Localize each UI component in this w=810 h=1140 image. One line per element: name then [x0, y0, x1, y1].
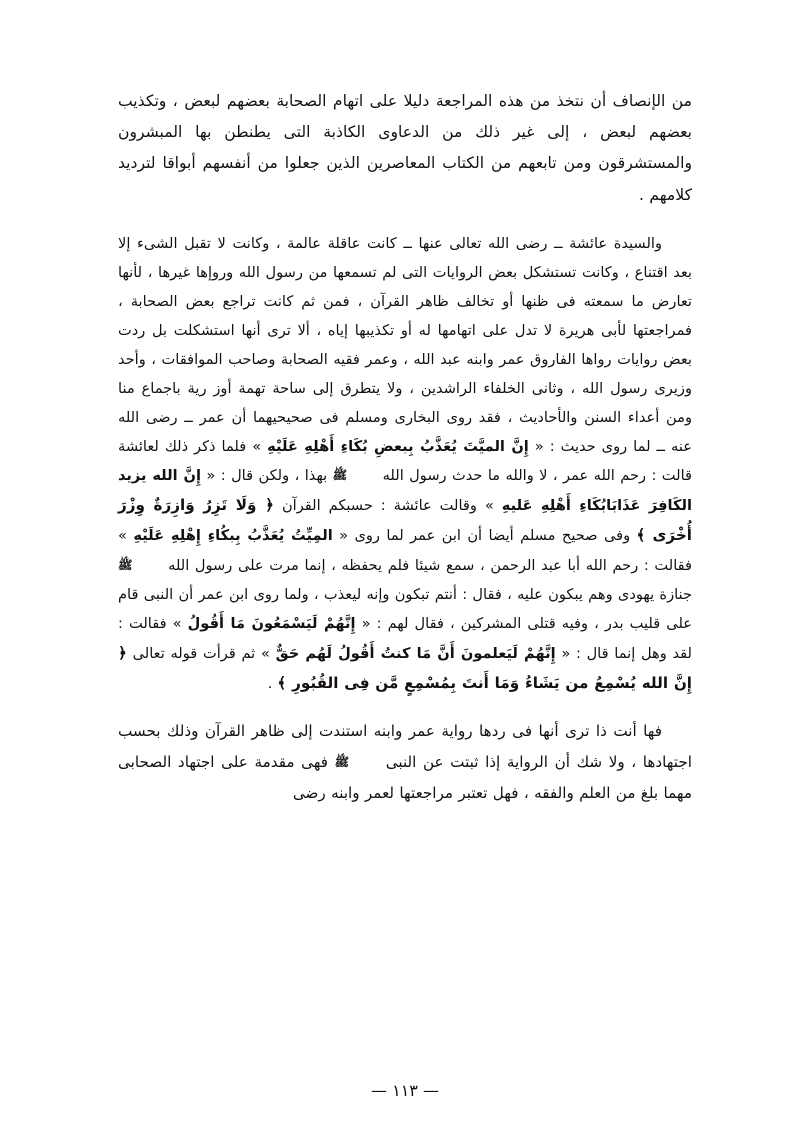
paragraph-3: فها أنت ذا ترى أنها فى ردها رواية عمر وابنه استندت إلى ظاهر القرآن وذلك بحسب اجتهادها ، ولا شك أن الرواية إذا ثبتت عن النبى ﷺ فهى مقدمة على اجتهاد الصحابى مهما بلغ من العلم والفقه ، فهل تعتبر مراجعتها لعمر وابنه رضى — [118, 722, 692, 803]
salla-icon: ﷺ — [118, 557, 133, 572]
page-text-column — [118, 86, 692, 810]
page-number: — ١١٣ — — [371, 1081, 439, 1100]
paragraph-2: والسيدة عائشة ــ رضى الله تعالى عنها ــ كانت عاقلة عالمة ، وكانت لا تقبل الشىء إلا بعد اقتناع ، وكانت تستشكل بعض الروايات التى لم تسمعها من رسول الله وروإها غيرها ، لأنها تعارض ما سمعته فى ظنها أو تخالف ظاهر القرآن ، فمن ثم كانت تراجع بعض الصحابة ، فمراجعتها لأبى هريرة لا تدل على اتهامها له أو تكذيبها إياه ، ألا ترى أنها استشكلت بل ردت بعض روايات رواها الفاروق عمر وابنه عبد الله ، وعمر فقيه الصحابة وصاحب الموافقات ، وأحد وزيرى رسول الله ، وثانى الخلفاء الراشدين ، ولا يتطرق إلى ساحة تهمة أوز رية باجماع منا ومن أعداء السنن والأحاديث ، فقد روى البخارى ومسلم فى صحيحيهما أن عمر ــ رضى الله عنه ــ لما روى حديث : « إِنَّ الميَّتَ يُعَذَّبُ بِبعضِ بُكَاءِ أَهْلِهِ عَلَيْهِ » فلما ذكر ذلك لعائشة قالت : رحم الله عمر ، لا والله ما حدث رسول الله ﷺ بهذا ، ولكن قال : « إِنَّ الله يزيد الكَافِرَ عَذَابَابُكَاءِ أَهْلِهِ عَليهِ » وقالت عائشة : حسبكم القرآن ﴿ وَلَا تَزِرُ وَازِرَةٌ وِزْرَ أُخْرَى ﴾ وفى صحيح مسلم أيضا أن ابن عمر لما روى « المِيِّتُ يُعَذَّبُ بِبكُاءِ إِهْلِهِ عَلَيْهِ » فقالت : رحم الله أبا عبد الرحمن ، سمع شيئا فلم يحفظه ، إنما مرت على رسول الله ﷺ جنازة يهودى وهم يبكون عليه ، فقال : أنتم تبكون وإنه ليعذب ، ولما روى ابن عمر أن النبى قام على قليب بدر ، وفيه قتلى المشركين ، فقال لهم : « إِنَّهُمْ لَيَسْمَعُونَ مَا أَقُولُ » فقالت : لقد وهل إنما قال : « إِنَّهُمْ لَيَعلمونَ أَنَّ مَا كنتُ أَقُولُ لَهُم حَقٌّ » ثم قرأت قوله تعالى ﴿ إِنَّ الله يُسْمِعُ من يَشَاءُ وَمَا أَنتَ بِمُسْمِعٍ مَّن فِى القُبُورِ ﴾ . — [118, 234, 692, 692]
hadith-quote: إِنَّهُمْ لَيَعلمونَ أَنَّ مَا كنتُ أَقُولُ لَهُم حَقٌّ — [275, 644, 556, 662]
hadith-quote: إِنَّ الميَّتَ يُعَذَّبُ بِبعضِ بُكَاءِ أَهْلِهِ عَلَيْهِ — [267, 437, 529, 455]
paragraph-1: من الإنصاف أن نتخذ من هذه المراجعة دليلا على اتهام الصحابة بعضهم لبعض ، وتكذيب بعضهم لبعض ، إلى غير ذلك من الدعاوى الكاذبة التى يطنطن بها المبشرون والمستشرقون ومن تابعهم من الكتاب المعاصرين الذين جعلوا من أنفسهم أبواقا لترديد كلامهم . — [118, 92, 692, 204]
hadith-quote: إِنَّهُمْ لَيَسْمَعُونَ مَا أَقُولُ — [187, 614, 356, 632]
quran-verse: ﴿ إِنَّ الله يُسْمِعُ من يَشَاءُ وَمَا أَنتَ بِمُسْمِعٍ مَّن فِى القُبُورِ ﴾ — [118, 643, 692, 692]
quran-verse: ﴿ وَلَا تَزِرُ وَازِرَةٌ وِزْرَ أُخْرَى ﴾ — [118, 496, 692, 545]
hadith-quote: المِيِّتُ يُعَذَّبُ بِبكُاءِ إِهْلِهِ عَلَيْهِ — [133, 527, 333, 545]
salla-icon: ﷺ — [332, 468, 348, 482]
salla-icon: ﷺ — [334, 755, 350, 770]
hadith-quote: إِنَّ الله يزيد الكَافِرَ عَذَابَابُكَاءِ أَهْلِهِ عَليهِ — [118, 467, 692, 515]
